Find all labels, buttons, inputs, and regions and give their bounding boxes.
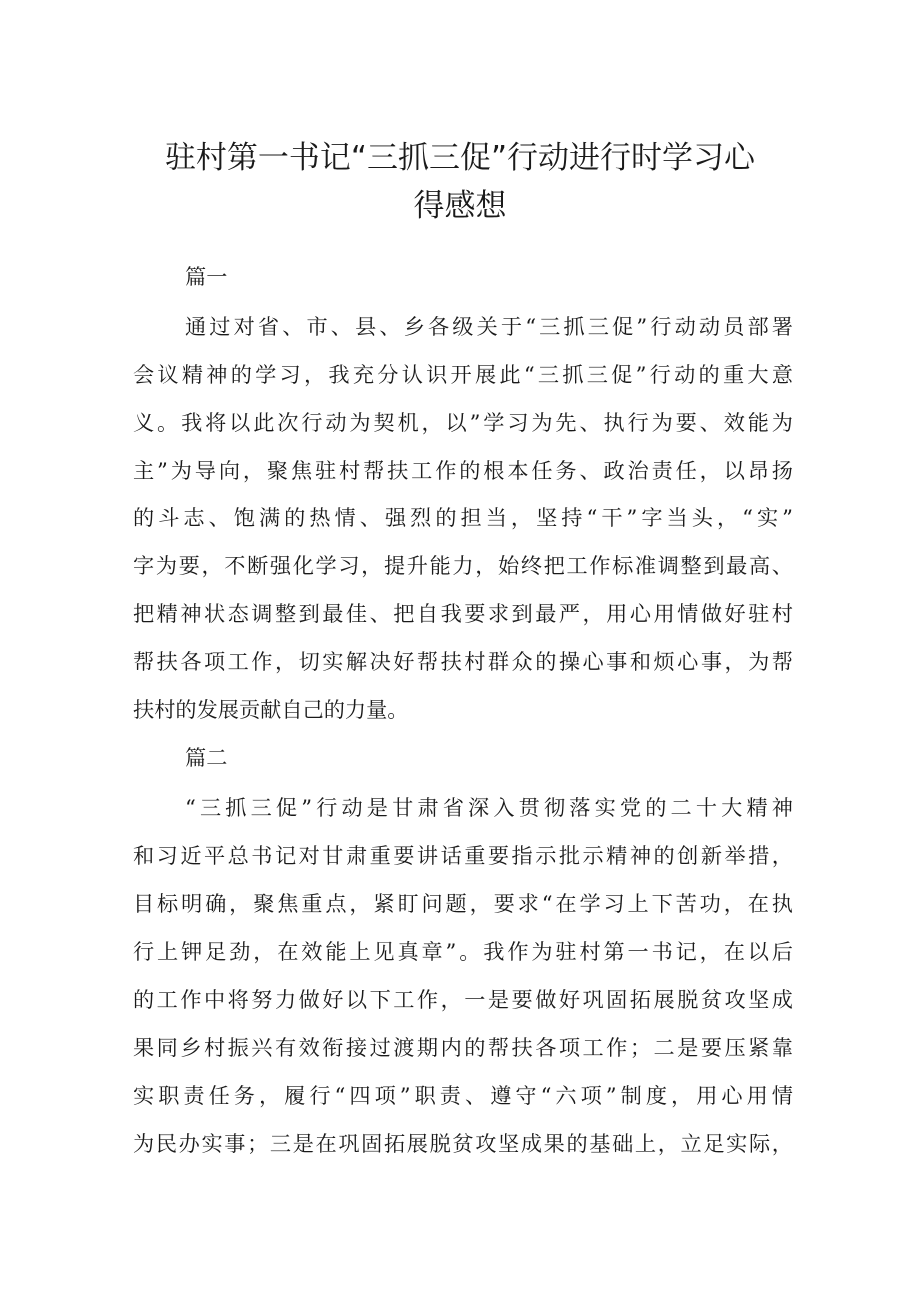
paragraph-line: 把精神状态调整到最佳、把自我要求到最严，用心用情做好驻村 xyxy=(133,601,793,626)
title-line-1: 驻村第一书记“三抓三促”行动进行时学习心 xyxy=(164,140,756,176)
title-line-2: 得感想 xyxy=(413,188,507,224)
paragraph-line: 果同乡村振兴有效衔接过渡期内的帮扶各项工作；二是要压紧靠 xyxy=(133,1035,793,1060)
paragraph-line: “三抓三促”行动是甘肃省深入贯彻落实党的二十大精神 xyxy=(185,795,793,820)
paragraph-line: 字为要，不断强化学习，提升能力，始终把工作标准调整到最高、 xyxy=(133,553,793,578)
paragraph-line: 义。我将以此次行动为契机，以”学习为先、执行为要、效能为 xyxy=(133,410,793,435)
paragraph-line: 会议精神的学习，我充分认识开展此“三抓三促”行动的重大意 xyxy=(133,362,793,387)
section-heading-1: 篇一 xyxy=(185,264,228,289)
paragraph-line: 为民办实事；三是在巩固拓展脱贫攻坚成果的基础上，立足实际， xyxy=(133,1131,793,1156)
paragraph-line: 实职责任务，履行“四项”职责、遵守“六项”制度，用心用情 xyxy=(133,1083,793,1108)
paragraph-line: 行上钾足劲，在效能上见真章”。我作为驻村第一书记，在以后 xyxy=(133,939,793,964)
paragraph-line: 帮扶各项工作，切实解决好帮扶村群众的操心事和烦心事，为帮 xyxy=(133,649,793,674)
paragraph-line: 的斗志、饱满的热情、强烈的担当，坚持“干”字当头，“实” xyxy=(133,505,793,530)
document-title xyxy=(118,134,802,230)
paragraph-line: 主”为导向，聚焦驻村帮扶工作的根本任务、政治责任，以昂扬 xyxy=(133,458,793,483)
paragraph-line: 通过对省、市、县、乡各级关于“三抓三促”行动动员部署 xyxy=(185,314,793,339)
paragraph-line: 的工作中将努力做好以下工作，一是要做好巩固拓展脱贫攻坚成 xyxy=(133,987,793,1012)
section-heading-2: 篇二 xyxy=(185,745,228,770)
paragraph-line: 目标明确，聚焦重点，紧盯问题，要求“在学习上下苦功，在执 xyxy=(133,891,793,916)
paragraph-line: 扶村的发展贡献自己的力量。 xyxy=(133,697,409,722)
paragraph-line: 和习近平总书记对甘肃重要讲话重要指示批示精神的创新举措， xyxy=(133,843,793,868)
